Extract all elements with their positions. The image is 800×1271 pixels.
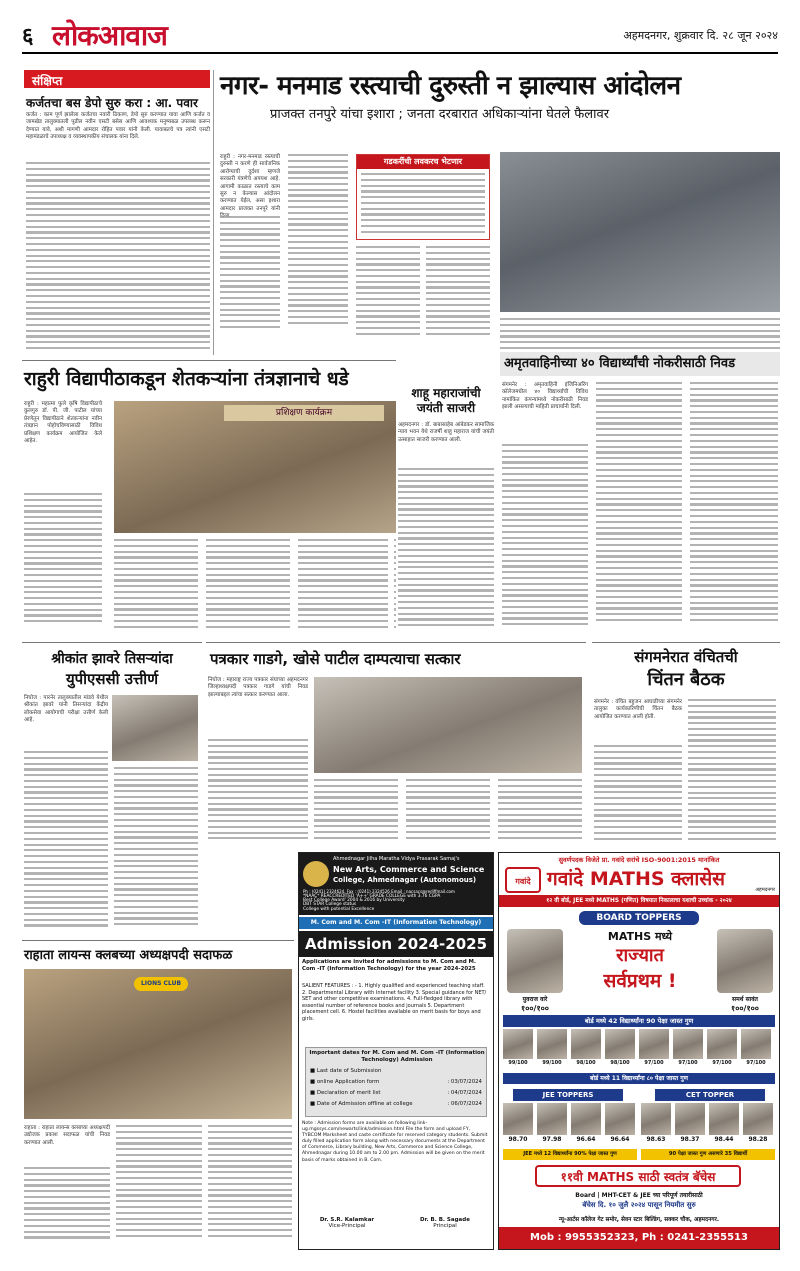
jee-score: 98.70 xyxy=(508,1136,528,1143)
shahu-body-col xyxy=(398,468,494,636)
college-date-row: ■ Last date of Submission xyxy=(310,1068,382,1074)
shrikant-headline-2: युपीएससी उत्तीर्ण xyxy=(65,670,159,688)
brief-column xyxy=(24,70,214,355)
gawande-student-right-name: समर्थ सावंत xyxy=(732,996,758,1003)
topper-score: 97/100 xyxy=(678,1060,698,1066)
sangamner-story xyxy=(592,642,780,850)
college-dates xyxy=(305,1047,487,1117)
gawande-cet-title: CET TOPPER xyxy=(655,1089,765,1101)
gadage-headline: पत्रकार गाडगे, खोसे पाटील दाम्पत्याचा सत्कार xyxy=(210,650,461,668)
brand-logo: लोकआवाज xyxy=(52,19,167,52)
shahu-story xyxy=(396,360,496,640)
shrikant-body-col2 xyxy=(114,767,198,935)
gawande-jee-line: JEE मध्ये 12 विद्यार्थ्यांना 90% पेक्षा जास्त गुण xyxy=(503,1149,637,1160)
topper-score: 98/100 xyxy=(576,1060,596,1066)
cet-photo xyxy=(675,1103,705,1135)
sangamner-headline-1: संगमनेरात वंचितची xyxy=(634,648,738,666)
lead-body-col3 xyxy=(356,246,420,341)
topper-score: 97/100 xyxy=(746,1060,766,1066)
gawande-logo: गवांदे xyxy=(505,867,541,893)
gawande-student-right-photo xyxy=(717,929,773,993)
college-point: Best College Award' 2004 & 2016 by University xyxy=(303,898,405,904)
college-name-2: College, Ahmednagar (Autonomous) xyxy=(333,876,477,884)
brief-body: कर्जत : काम पूर्ण झालेला कर्जतचा नवारी ठिकाण, डेपो सुरु करण्यात यावा आणि कर्जत व जामखेड तालुक्यातली पूढील नवीन एसटी बसेस आणि आवश्यक मनुष्यबळ उपलब्ध करून देण्यात यावे, अशी मागणी आमदार रोहित पवार यांनी केली. यावाबतचे पत्र त्यांनी एसटी महामंडळाचे उपाध्यक्ष व व्यवस्थापकीय संचालक यांना दिले. xyxy=(26,112,210,141)
gawande-strap: १२ वी बोर्ड, JEE मध्ये MATHS (गणित) विषयात निकालाचा यशाची उच्चांक - २०२४ xyxy=(499,895,779,907)
rahuri-body-col3 xyxy=(206,539,290,635)
amrut-body-col2 xyxy=(596,382,682,634)
gawande-ad xyxy=(498,852,780,1250)
lions-photo xyxy=(24,969,292,1119)
lead-story xyxy=(220,66,780,358)
lead-body-col4 xyxy=(426,246,490,341)
shrikant-photo xyxy=(112,695,198,761)
topper-photo xyxy=(639,1029,669,1059)
gadage-story xyxy=(206,642,586,850)
gawande-board-toppers: BOARD TOPPERS xyxy=(579,911,699,925)
college-date-value: : 03/07/2024 xyxy=(447,1079,482,1085)
brief-tag: संक्षिप्त xyxy=(24,70,210,88)
lions-headline: राहाता लायन्स क्लबच्या अध्यक्षपदी सदाफळ xyxy=(24,948,233,963)
college-date-label: online Application form xyxy=(316,1079,380,1085)
gawande-jee-row xyxy=(503,1103,639,1147)
college-invite: Applications are invited for admissions to M. Com and M. Com -IT (Information Technology) for the year 2024-2025 xyxy=(302,959,476,972)
gawande-student-right-score: १००/१०० xyxy=(731,1004,759,1013)
topper-photo xyxy=(605,1029,635,1059)
college-org: Ahmednagar Jilha Maratha Vidya Prasarak Samaj's xyxy=(333,856,460,862)
gawande-student-left-score: १००/१०० xyxy=(521,1004,549,1013)
jee-photo xyxy=(537,1103,567,1135)
gadage-photo xyxy=(314,677,582,773)
gadage-body-col1 xyxy=(208,739,308,847)
lead-body-col2 xyxy=(288,154,348,334)
gawande-address: न्यू-आर्टस कॉलेज गेट समोर, सेवन स्टार बिल्डिंग, सक्कर चौक, अहमदनगर. xyxy=(558,1217,720,1223)
gawande-sarvapratham: सर्वप्रथम ! xyxy=(603,970,677,992)
gawande-row1-label: बोर्ड मध्ये 42 विद्यार्थ्यांना 90 पेक्षा जास्त गुण xyxy=(503,1015,775,1027)
lions-body-col3 xyxy=(208,1125,292,1247)
gadage-body-col4 xyxy=(498,779,582,847)
amrut-body-col1 xyxy=(502,444,588,634)
shrikant-headline-1: श्रीकांत झावरे तिसऱ्यांदा xyxy=(51,651,173,667)
gawande-maths-in: MATHS मध्ये xyxy=(607,930,673,943)
college-date-value: : 04/07/2024 xyxy=(447,1090,482,1096)
college-date-row: ■ online Application form : 03/07/2024 xyxy=(310,1079,482,1085)
rahuri-headline: राहुरी विद्यापीठाकडून शेतकऱ्यांना तंत्रज्ञानाचे धडे xyxy=(24,368,349,390)
sangamner-body-col1 xyxy=(594,745,682,847)
college-sign-2 xyxy=(405,1217,485,1229)
shrikant-story xyxy=(22,642,202,938)
lead-inset-text xyxy=(361,173,485,237)
gawande-top: सुवर्णपदक विजेते प्रा. गवांदे सरांचे ISO-9001:2015 मानांकित xyxy=(558,856,720,864)
college-sign-1-role: Vice-Principal xyxy=(328,1223,366,1229)
amrut-body: संगमनेर : अमृतवाहिनी इंजिनिअरिंग कॉलेजमधील ४० विद्यार्थ्यांची विविध नामांकित कंपन्यांमध्ये नोकरीसाठी निवड झाली असल्याची माहिती प्राचार्यांनी दिली. xyxy=(502,382,588,411)
dateline: अहमदनगर, शुक्रवार दि. २८ जून २०२४ xyxy=(623,29,778,42)
cet-photo xyxy=(709,1103,739,1135)
topper-score: 99/100 xyxy=(508,1060,528,1066)
cet-score: 98.44 xyxy=(714,1136,734,1143)
page-number: ६ xyxy=(22,24,34,49)
gawande-jee-title: JEE TOPPERS xyxy=(513,1089,623,1101)
college-sign-2-name: Dr. B. B. Sagade xyxy=(420,1217,470,1223)
gadage-body-col3 xyxy=(406,779,490,847)
gawande-row2-label: बोर्ड मध्ये 11 विद्यार्थ्यांना ८० पेक्षा जास्त गुण xyxy=(503,1073,775,1084)
gadage-body: निघोज : महाराष्ट्र राज्य पत्रकार संघाच्या अहमदनगर जिल्हाध्यक्षपदी पत्रकार गाडगे यांची निवड झाल्याबद्दल त्यांचा सत्कार करण्यात आला. xyxy=(208,677,308,698)
gawande-batch-title: ११वी MATHS साठी स्वतंत्र बॅचेस xyxy=(535,1165,741,1187)
brief-body-continued xyxy=(26,162,210,352)
college-note: Note : Admission forms are available on following link- ug.mgssys.com/newarts/link/admission.html File the form and upload FY, TYBCOM Marksheet and caste certificate for reserved category students. Submit duly filled application form along with necessary documents at the Department of Commerce, Library building, New Arts, Commerce and Science College, Ahmednagar during 10.00 am to 2.00 pm. Admission will be given on the merit basis of marks obtained in B. Com. xyxy=(302,1121,488,1163)
masthead xyxy=(22,14,778,54)
rahuri-body-col2 xyxy=(114,539,198,635)
gawande-row1 xyxy=(503,1029,775,1071)
college-date-row: ■ Date of Admission offline at college : 06/07/2024 xyxy=(310,1101,482,1107)
college-header xyxy=(299,853,493,915)
sangamner-headline-2: चिंतन बैठक xyxy=(647,669,725,690)
gadage-body-col2 xyxy=(314,779,398,847)
college-point: *NAAC* REACCREDITED 'A++' GRADE COLLEGE with 3.76 CGPA xyxy=(303,894,441,899)
college-sign-1-name: Dr. S.R. Kalamkar xyxy=(319,1217,375,1223)
lions-body-col2 xyxy=(116,1125,202,1247)
gawande-brand: गवांदे MATHS क्लासेस xyxy=(547,868,726,890)
gawande-batch-date: बॅचेस दि. १० जुलै २०२४ पासून नियमीत सुरु xyxy=(582,1201,696,1209)
jee-score: 96.64 xyxy=(610,1136,630,1143)
sangamner-body-col2 xyxy=(688,699,776,847)
topper-photo xyxy=(673,1029,703,1059)
gawande-batch-sub: Board | MHT-CET & JEE च्या परिपूर्ण तयारीसाठी xyxy=(575,1192,703,1199)
college-point: College with potential Excellence xyxy=(303,906,375,912)
topper-score: 97/100 xyxy=(644,1060,664,1066)
lead-inset-title: गडकरींची लवकरच भेटणार xyxy=(357,155,489,169)
lead-photo xyxy=(500,152,780,312)
topper-score: 97/100 xyxy=(712,1060,732,1066)
college-program: M. Com and M. Com -IT (Information Technology) xyxy=(299,917,493,929)
topper-photo xyxy=(503,1029,533,1059)
shrikant-body-col1 xyxy=(24,751,108,935)
college-date-value: : 06/07/2024 xyxy=(447,1101,482,1107)
college-admission: Admission 2024-2025 xyxy=(299,931,493,957)
amrut-story xyxy=(500,352,780,640)
gawande-rajyat: राज्यात xyxy=(616,945,664,966)
college-date-row: ■ Declaration of merit list : 04/07/2024 xyxy=(310,1090,482,1096)
topper-score: 98/100 xyxy=(610,1060,630,1066)
college-sign-2-role: Principal xyxy=(433,1223,457,1229)
jee-photo xyxy=(571,1103,601,1135)
college-sign-1 xyxy=(307,1217,387,1229)
college-date-label: Last date of Submission xyxy=(316,1068,382,1074)
amrut-headline: अमृतवाहिनीच्या ४० विद्यार्थ्यांची नोकरीसाठी निवड xyxy=(500,352,780,376)
jee-score: 97.98 xyxy=(542,1136,562,1143)
shrikant-body: निघोज : पारनेर तालुक्यातील मांडवे येथील श्रीकांत झावरे यांनी तिसऱ्यांदा केंद्रीय लोकसेवा आयोगाची परीक्षा उत्तीर्ण केली आहे. xyxy=(24,695,108,724)
lead-inset xyxy=(356,154,490,240)
shahu-headline: शाहू महाराजांची जयंती साजरी xyxy=(411,386,481,415)
lead-headline: नगर- मनमाड रस्त्याची दुरुस्ती न झाल्यास आंदोलन xyxy=(220,71,681,101)
college-ad xyxy=(298,852,494,1250)
sangamner-body: संगमनेर : वंचित बहुजन आघाडीच्या संगमनेर तालुका कार्यकारिणीची चिंतन बैठक आयोजित करण्यात आली होती. xyxy=(594,699,682,720)
jee-photo xyxy=(605,1103,635,1135)
college-point: DBT STAR College status xyxy=(303,902,357,908)
jee-score: 96.64 xyxy=(576,1136,596,1143)
rahuri-body: राहुरी : महात्मा फुले कृषि विद्यापीठाचे कुलगुरु डॉ. पी. जी. पाटील यांच्या प्रेरणेतून विद्यापीठाने शेतकऱ्यांना नवीन तंत्रज्ञान पोहोचविण्यासाठी विविध प्रशिक्षण कार्यक्रम आयोजित केले आहेत. xyxy=(24,401,102,445)
topper-photo xyxy=(707,1029,737,1059)
rahuri-body-col4 xyxy=(298,539,388,635)
lead-body-col5 xyxy=(500,318,780,354)
lead-body-col1 xyxy=(220,216,280,336)
cet-score: 98.63 xyxy=(646,1136,666,1143)
college-points xyxy=(303,895,491,915)
lions-body-col1 xyxy=(24,1167,110,1247)
lions-body: राहाता : राहाता लायन्स क्लबच्या अध्यक्षपदी उद्योजक प्रकाश सदाफळ यांची निवड करण्यात आली. xyxy=(24,1125,110,1146)
college-features: SALIENT FEATURES : - 1. Highly qualified and experienced teaching staff. 2. Departmental Library with Internet facility 3. Special guidance for NET/ SET and other competitive examinations. 4. Full-fledged library with essential number of reference books and journals 5. Department placement cell. 6. Hostel facilities available on merit basis for boys and girls. xyxy=(302,983,487,1022)
rahuri-photo-banner: प्रशिक्षण कार्यक्रम xyxy=(224,405,384,421)
cet-photo xyxy=(743,1103,773,1135)
cet-photo xyxy=(641,1103,671,1135)
lions-story xyxy=(22,940,294,1250)
college-name-1: New Arts, Commerce and Science xyxy=(333,865,485,874)
topper-score: 99/100 xyxy=(542,1060,562,1066)
college-crest-icon xyxy=(303,861,329,887)
cet-score: 98.37 xyxy=(680,1136,700,1143)
topper-photo xyxy=(571,1029,601,1059)
masthead-rule xyxy=(22,52,778,54)
college-date-label: Date of Admission offline at college xyxy=(316,1101,413,1107)
gawande-phone: Mob : 9955352323, Ph : 0241-2355513 xyxy=(499,1227,779,1249)
lead-subhead: प्राजक्त तनपुरे यांचा इशारा ; जनता दरबारात अधिकाऱ्यांना घेतले फैलावर xyxy=(270,107,610,122)
college-dates-title: Important dates for M. Com and M. Com -IT (Information Technology) Admission xyxy=(309,1050,485,1063)
gawande-student-left-photo xyxy=(507,929,563,993)
topper-photo xyxy=(741,1029,771,1059)
gawande-cet-row xyxy=(641,1103,777,1147)
jee-photo xyxy=(503,1103,533,1135)
gawande-cet-line: 90 पेक्षा जास्त गुण असणारे 35 विद्यार्थी xyxy=(641,1149,775,1160)
cet-score: 98.28 xyxy=(748,1136,768,1143)
lions-badge: LIONS CLUB xyxy=(134,977,188,991)
gawande-student-left-name: युवराज वारे xyxy=(522,996,548,1003)
shahu-body: अहमदनगर : डॉ. बाबासाहेब आंबेडकर सामाजिक न्याय भवन येथे राजर्षी शाहू महाराज यांची जयंती उत्साहात साजरी करण्यात आली. xyxy=(398,422,494,443)
topper-photo xyxy=(537,1029,567,1059)
college-contact: Ph : (0241) 2324624, Fax : (0241) 2324526 Email : nacsacs@rediffmail.com xyxy=(303,889,455,894)
college-date-label: Declaration of merit list xyxy=(316,1090,381,1096)
lead-body: राहुरी : नगर-मनमाड रस्त्याची दुरुस्ती न करणे ही सार्वजनिक आरोग्याची दुर्दशा म्हणजे सरकारी यंत्रणेचे अपयश आहे. आगामी काळात रस्त्याचे काम सुरु न केल्यास आंदोलन करण्यात येईल, असा इशारा आमदार प्राजक्त तनपुरे यांनी xyxy=(220,154,280,212)
brief-title: कर्जतचा बस डेपो सुरु करा : आ. पवार xyxy=(26,96,198,110)
amrut-body-col3 xyxy=(690,382,778,634)
rahuri-body-col1 xyxy=(24,493,102,633)
gawande-city: अहमदनगर xyxy=(755,887,775,893)
